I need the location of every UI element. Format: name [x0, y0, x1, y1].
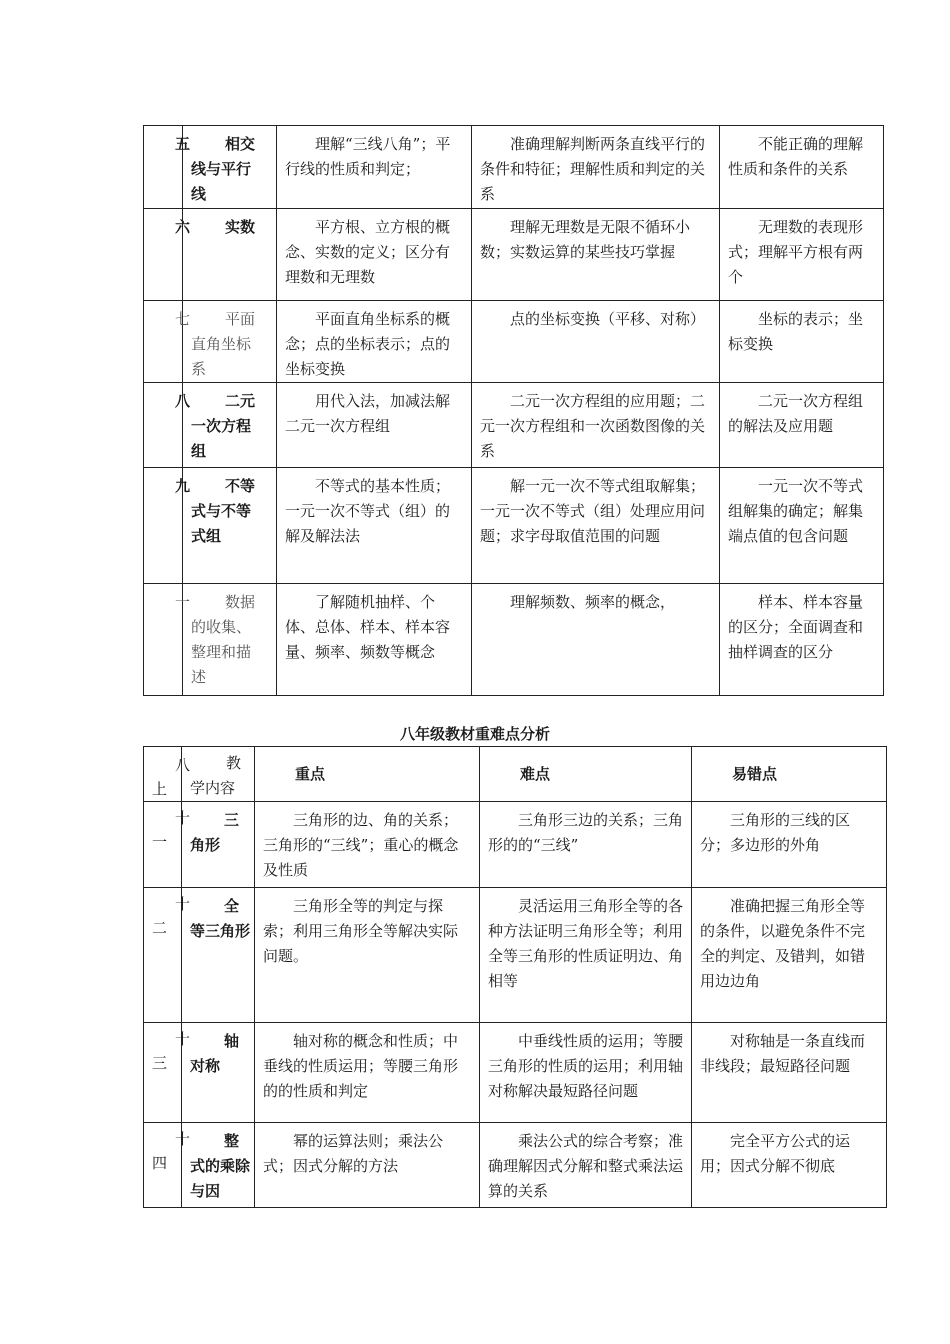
difficult-point-cell: 二元一次方程组的应用题；二元一次方程组和一次函数图像的关系 — [472, 383, 720, 468]
chapter-units: 四 — [152, 1154, 168, 1172]
chapter-units: 三 — [152, 1054, 168, 1072]
chapter-units: 二 — [152, 919, 168, 937]
topic-number: 九 — [175, 477, 191, 495]
topic-text: 整式的乘除与因 — [190, 1132, 251, 1200]
topic-text: 数据的收集、整理和描述 — [191, 593, 256, 686]
table-header-row — [144, 747, 887, 802]
error-point-cell: 不能正确的理解性质和条件的关系 — [720, 126, 884, 209]
topic-text: 轴对称 — [190, 1032, 240, 1075]
topic-text: 相交线与平行线 — [191, 135, 256, 203]
difficult-point-cell: 乘法公式的综合考察；准确理解因式分解和整式乘法运算的关系 — [480, 1123, 692, 1208]
topic-cell — [144, 383, 277, 468]
header-content-cell — [182, 747, 255, 802]
error-point-cell: 无理数的表现形式；理解平方根有两个 — [720, 209, 884, 301]
header-difficult-point: 难点 — [480, 747, 692, 802]
topic-text: 实数 — [225, 218, 256, 236]
error-point-cell: 二元一次方程组的解法及应用题 — [720, 383, 884, 468]
topic-number: 六 — [175, 218, 191, 236]
difficult-point-cell: 解一元一次不等式组取解集；一元一次不等式（组）处理应用问题；求字母取值范围的问题 — [472, 468, 720, 584]
table-row — [144, 468, 884, 584]
topic-cell — [144, 126, 277, 209]
difficult-point-cell: 灵活运用三角形全等的各种方法证明三角形全等；利用全等三角形的性质证明边、角相等 — [480, 888, 692, 1023]
topic-number: 一 — [175, 593, 191, 611]
header-grade-cell — [144, 747, 191, 802]
difficult-point-cell: 中垂线性质的运用；等腰三角形的性质的运用；利用轴对称解决最短路径问题 — [480, 1023, 692, 1123]
chapter-number-cell — [144, 888, 191, 1023]
header-term-char: 上 — [152, 780, 168, 798]
topic-text: 二元一次方程组 — [191, 392, 256, 460]
topic-cell — [144, 584, 277, 696]
key-point-cell: 平面直角坐标系的概念；点的坐标表示；点的坐标变换 — [277, 301, 472, 383]
error-point-cell: 一元一次不等式组解集的确定；解集端点值的包含问题 — [720, 468, 884, 584]
topic-cell — [144, 209, 277, 301]
key-point-cell: 不等式的基本性质；一元一次不等式（组）的解及解法法 — [277, 468, 472, 584]
chapter-number-cell — [144, 1023, 191, 1123]
chapter-tens: 十 — [175, 809, 191, 827]
topic-cell — [182, 802, 255, 888]
table-row — [144, 584, 884, 696]
topic-cell — [182, 1123, 255, 1208]
key-point-cell: 理解“三线八角”；平行线的性质和判定； — [277, 126, 472, 209]
table-row — [144, 383, 884, 468]
topic-text: 平面直角坐标系 — [191, 310, 256, 378]
error-point-cell: 三角形的三线的区分；多边形的外角 — [692, 802, 887, 888]
key-point-cell: 用代入法，加减法解二元一次方程组 — [277, 383, 472, 468]
error-point-cell: 样本、样本容量的区分；全面调查和抽样调查的区分 — [720, 584, 884, 696]
chapter-number-cell — [144, 802, 191, 888]
difficult-point-cell: 准确理解判断两条直线平行的条件和特征；理解性质和判定的关系 — [472, 126, 720, 209]
error-point-cell: 准确把握三角形全等的条件，以避免条件不完全的判定、及错判，如错用边边角 — [692, 888, 887, 1023]
table-grade7-topics — [143, 125, 884, 696]
chapter-tens: 十 — [175, 895, 191, 913]
key-point-cell: 三角形的边、角的关系；三角形的“三线”；重心的概念及性质 — [255, 802, 480, 888]
error-point-cell: 对称轴是一条直线而非线段；最短路径问题 — [692, 1023, 887, 1123]
table-grade8-topics — [143, 746, 887, 1208]
difficult-point-cell: 理解无理数是无限不循环小数；实数运算的某些技巧掌握 — [472, 209, 720, 301]
header-grade-char: 八 — [175, 756, 191, 774]
key-point-cell: 了解随机抽样、个体、总体、样本、样本容量、频率、频数等概念 — [277, 584, 472, 696]
topic-cell — [182, 888, 255, 1023]
topic-number: 七 — [175, 310, 191, 328]
table-row — [144, 126, 884, 209]
header-content-rest: 学内容 — [190, 779, 236, 797]
topic-cell — [144, 468, 277, 584]
chapter-tens: 十 — [175, 1130, 191, 1148]
chapter-tens: 十 — [175, 1030, 191, 1048]
topic-cell — [182, 1023, 255, 1123]
key-point-cell: 平方根、立方根的概念、实数的定义；区分有理数和无理数 — [277, 209, 472, 301]
error-point-cell: 完全平方公式的运用；因式分解不彻底 — [692, 1123, 887, 1208]
difficult-point-cell: 三角形三边的关系；三角形的的“三线” — [480, 802, 692, 888]
header-error-point: 易错点 — [692, 747, 887, 802]
header-key-point: 重点 — [255, 747, 480, 802]
section-title: 八年级教材重难点分析 — [399, 725, 550, 743]
table-row — [144, 301, 884, 383]
topic-text: 不等式与不等式组 — [191, 477, 256, 545]
topic-number: 八 — [175, 392, 191, 410]
header-content-char: 教 — [226, 754, 242, 772]
table-row — [144, 1023, 887, 1123]
difficult-point-cell: 点的坐标变换（平移、对称） — [472, 301, 720, 383]
difficult-point-cell: 理解频数、频率的概念， — [472, 584, 720, 696]
topic-cell — [144, 301, 277, 383]
table-row — [144, 209, 884, 301]
topic-text: 全等三角形 — [190, 897, 251, 940]
table-row — [144, 802, 887, 888]
error-point-cell: 坐标的表示；坐标变换 — [720, 301, 884, 383]
table-row — [144, 1123, 887, 1208]
chapter-number-cell — [144, 1123, 191, 1208]
key-point-cell: 幂的运算法则；乘法公式；因式分解的方法 — [255, 1123, 480, 1208]
key-point-cell: 三角形全等的判定与探索；利用三角形全等解决实际问题。 — [255, 888, 480, 1023]
topic-text: 三角形 — [190, 811, 240, 854]
table-row — [144, 888, 887, 1023]
topic-number: 五 — [175, 135, 191, 153]
chapter-units: 一 — [152, 833, 168, 851]
key-point-cell: 轴对称的概念和性质；中垂线的性质运用；等腰三角形的的性质和判定 — [255, 1023, 480, 1123]
